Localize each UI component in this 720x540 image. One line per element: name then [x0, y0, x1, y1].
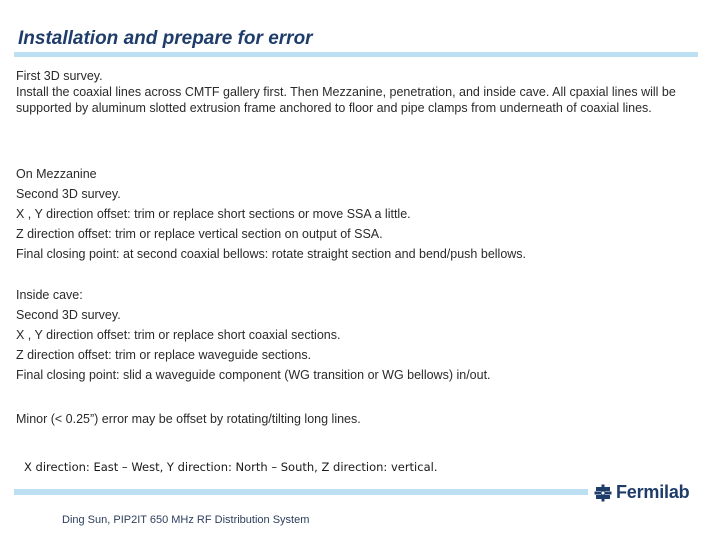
logo-wordmark: Fermilab	[616, 482, 690, 502]
text-line: Z direction offset: trim or replace waveguide sections.	[16, 348, 312, 362]
direction-note: X direction: East – West, Y direction: North – South, Z direction: vertical.	[24, 460, 438, 474]
paragraph-inside-cave	[16, 285, 700, 385]
slide-title: Installation and prepare for error	[18, 28, 313, 49]
text-line: Minor (< 0.25”) error may be offset by rotating/tilting long lines.	[16, 412, 361, 426]
fermilab-logo-icon	[594, 484, 612, 502]
text-line: Inside cave:	[16, 288, 83, 302]
text-line: Install the coaxial lines across CMTF gallery first. Then Mezzanine, penetration, and inside cave. All cpaxial lines will be supported by aluminum slotted extrusion frame anchored to floor and pipe clamps from underneath of coaxial lines.	[16, 85, 676, 115]
text-line: Final closing point: slid a waveguide component (WG transition or WG bellows) in/out.	[16, 368, 491, 382]
text-line: Second 3D survey.	[16, 187, 121, 201]
text-line: Second 3D survey.	[16, 308, 121, 322]
fermilab-logo	[594, 482, 689, 503]
title-divider	[14, 52, 698, 57]
footer-divider	[14, 489, 588, 495]
text-line: X , Y direction offset: trim or replace short coaxial sections.	[16, 328, 341, 342]
text-line: Final closing point: at second coaxial bellows: rotate straight section and bend/push bellows.	[16, 247, 527, 261]
text-line: Z direction offset: trim or replace vertical section on output of SSA.	[16, 227, 383, 241]
text-line: On Mezzanine	[16, 167, 97, 181]
text-line: First 3D survey.	[16, 69, 103, 83]
footer-author: Ding Sun, PIP2IT 650 MHz RF Distribution System	[62, 514, 310, 526]
paragraph-mezzanine	[16, 164, 700, 264]
paragraph-minor-error	[16, 409, 700, 429]
paragraph-survey-install	[16, 68, 700, 116]
text-line: X , Y direction offset: trim or replace short sections or move SSA a little.	[16, 207, 411, 221]
